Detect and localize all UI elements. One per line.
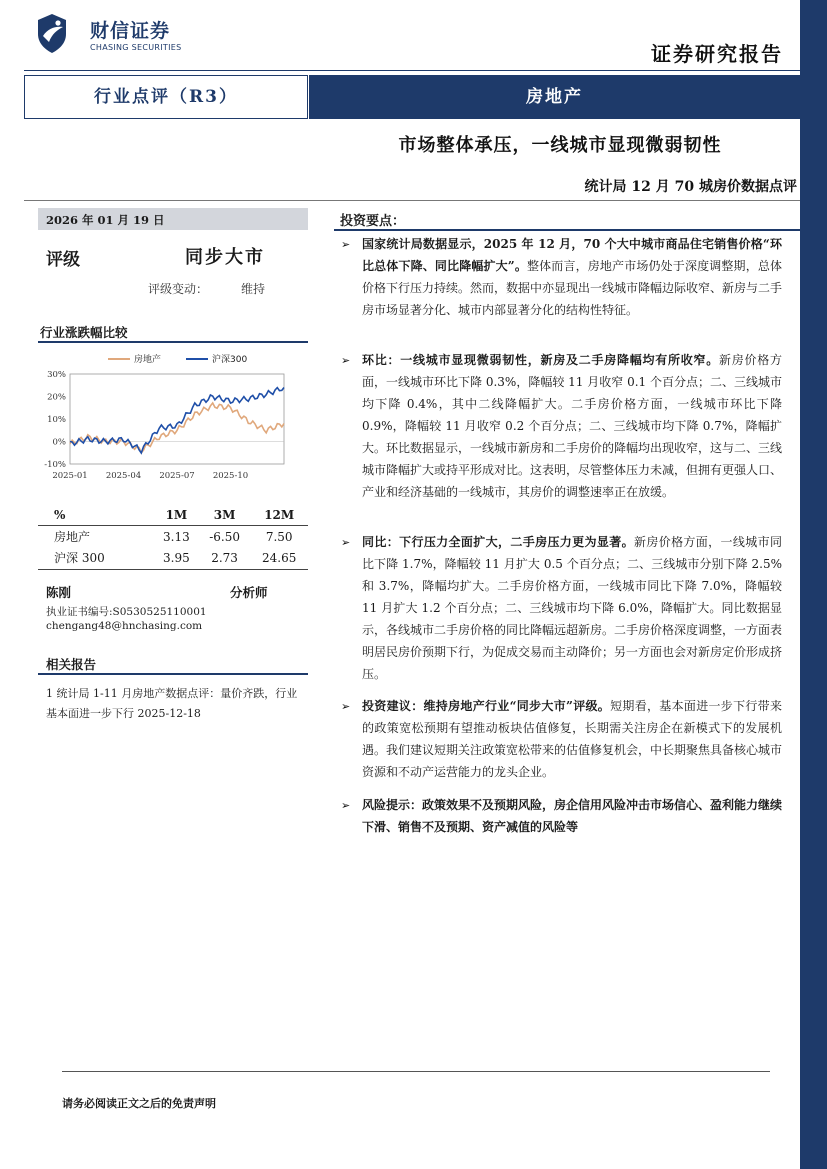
- series-line-hs300: [70, 388, 284, 454]
- key-point-3: [362, 531, 782, 685]
- key-point-lead: 风险提示：政策效果不及预期风险，房企信用风险冲击市场信心、盈利能力继续下滑、销售不及预期、资产减值的风险等: [362, 798, 783, 834]
- related-title: 相关报告: [46, 657, 97, 672]
- report-title: 市场整体承压，一线城市显现微弱韧性: [398, 135, 722, 156]
- table-header-row: [38, 504, 308, 526]
- disclaimer: 请务必阅读正文之后的免责声明: [62, 1097, 216, 1110]
- rating-label: 评级: [46, 250, 80, 270]
- table-cell: -6.50: [209, 529, 240, 544]
- table-cell: 24.65: [262, 550, 297, 565]
- key-point-body: 新房价格方面，一线城市环比下降 0.3%，降幅较 11 月收窄 0.1 个百分点；二、三线城市均下降 0.4%，其中二线降幅扩大。二手房价格方面，一线城市环比下降 0.9%，降幅较 11 月收窄 0.2 个百分点；二、三线城市均下降 0.7%，降幅扩大。环比数据显示，一线城市新房和二手房价的降幅均出现收窄，这与二、三线城市降幅扩大或持平形成对比。这表明，尽管整体压力未减，但拥有更强人口、产业和经济基础的一线城市，其房价的调整速率正在放缓。: [362, 353, 783, 499]
- x-tick-label: 2025-04: [105, 471, 142, 481]
- y-tick-label: 30%: [47, 370, 66, 380]
- key-point-1: [362, 233, 782, 321]
- y-tick-label: 10%: [47, 415, 66, 425]
- table-header-cell: %: [38, 504, 154, 526]
- key-point-lead: 环比：一线城市显现微弱韧性，新房及二手房降幅均有所收窄。: [362, 353, 719, 367]
- analyst-name: 陈刚: [46, 585, 72, 600]
- table-cell: 3.13: [163, 529, 190, 544]
- related-report-item[interactable]: 1 统计局 1-11 月房地产数据点评：量价齐跌，行业基本面进一步下行 2025-12-18: [46, 687, 298, 720]
- related-rule: [38, 673, 308, 675]
- rating-change-label: 评级变动：: [148, 282, 209, 296]
- legend-label: 房地产: [134, 355, 162, 365]
- key-point-lead: 投资建议：维持房地产行业“同步大市”评级。: [362, 699, 611, 713]
- brand-logo-icon: [36, 12, 68, 54]
- y-tick-label: -10%: [44, 460, 66, 470]
- table-header-cell: 1M: [154, 504, 199, 526]
- y-tick-label: 0%: [52, 437, 66, 448]
- key-point-body: 短期看，基本面进一步下行带来的政策宽松预期有望推动板块估值修复，长期需关注房企在新模式下的发展机遇。我们建议短期关注政策宽松带来的估值修复机会，中长期聚焦具备核心城市资源和不动产运营能力的龙头企业。: [362, 699, 783, 779]
- x-tick-label: 2025-07: [159, 471, 195, 481]
- arrow-bullet-icon: ➢: [341, 700, 351, 713]
- legend-label: 沪深300: [212, 355, 248, 365]
- key-point-lead: 国家统计局数据显示，2025 年 12 月，70 个大中城市商品住宅销售价格“环比总体下降、同比降幅扩大”。: [362, 237, 782, 273]
- performance-table: [38, 504, 308, 568]
- table-row: [38, 547, 308, 568]
- performance-chart: [38, 350, 298, 490]
- analyst-cert: 执业证书编号:S0530525110001: [46, 606, 207, 618]
- report-type: 证券研究报告: [651, 42, 783, 66]
- table-header-cell: 12M: [250, 504, 308, 526]
- brand-name-en: CHASING SECURITIES: [90, 43, 182, 52]
- table-row: [38, 526, 308, 548]
- table-cell: 2.73: [211, 550, 238, 565]
- x-tick-label: 2025-01: [52, 471, 88, 481]
- table-cell: 3.95: [163, 550, 190, 565]
- report-subtitle: 统计局 12 月 70 城房价数据点评: [584, 179, 797, 195]
- key-point-5: [362, 794, 782, 838]
- table-bottom-rule: [38, 569, 308, 570]
- report-date: 2026 年 01 月 19 日: [46, 213, 165, 227]
- table-header-cell: 3M: [199, 504, 251, 526]
- chart-section-title: 行业涨跌幅比较: [40, 325, 128, 340]
- rating-value: 同步大市: [185, 247, 265, 268]
- analyst-title: 分析师: [230, 585, 268, 600]
- arrow-bullet-icon: ➢: [341, 799, 351, 812]
- key-points-title: 投资要点：: [340, 214, 406, 229]
- footer-divider: [62, 1071, 770, 1072]
- arrow-bullet-icon: ➢: [341, 238, 351, 251]
- chart-section-rule: [38, 341, 308, 343]
- key-point-4: [362, 695, 782, 783]
- series-line-realestate: [70, 403, 284, 453]
- key-point-lead: 同比：下行压力全面扩大，二手房压力更为显著。: [362, 535, 634, 549]
- rating-change-value: 维持: [241, 282, 266, 296]
- arrow-bullet-icon: ➢: [341, 536, 351, 549]
- side-strip: [800, 0, 827, 1169]
- key-points-rule: [334, 229, 800, 231]
- report-category: 行业点评（R3）: [94, 87, 238, 107]
- table-cell: 沪深 300: [54, 551, 105, 565]
- x-tick-label: 2025-10: [212, 471, 249, 481]
- industry-name: 房地产: [526, 87, 583, 107]
- arrow-bullet-icon: ➢: [341, 354, 351, 367]
- analyst-email[interactable]: chengang48@hnchasing.com: [46, 620, 203, 632]
- chart-frame: [70, 374, 284, 464]
- key-point-body: 整体而言，房地产市场仍处于深度调整期，总体价格下行压力持续。然而，数据中亦显现出一线城市降幅边际收窄、新房与二手房市场显著分化、城市内部显著分化的结构性特征。: [362, 259, 783, 317]
- title-divider: [24, 200, 800, 201]
- key-point-body: 新房价格方面，一线城市同比下降 1.7%，降幅较 11 月扩大 0.5 个百分点；二、三线城市分别下降 2.5%和 3.7%，降幅均扩大。二手房价格方面，一线城市同比下降 7.0%，降幅较 11 月扩大 1.2 个百分点；二、三线城市均下降 6.0%，降幅扩大。同比数据显示，各线城市二手房价格的同比降幅远超新房。二手房价格深度调整，一方面表明居民房价预期下行，为促成交易而主动降价；另一方面也会对新房定价形成挤压。: [362, 535, 783, 681]
- table-cell: 房地产: [54, 530, 91, 544]
- header-divider: [24, 70, 800, 71]
- key-point-2: [362, 349, 782, 503]
- brand-name: 财信证券: [90, 20, 171, 42]
- table-cell: 7.50: [265, 529, 293, 544]
- y-tick-label: 20%: [47, 392, 66, 403]
